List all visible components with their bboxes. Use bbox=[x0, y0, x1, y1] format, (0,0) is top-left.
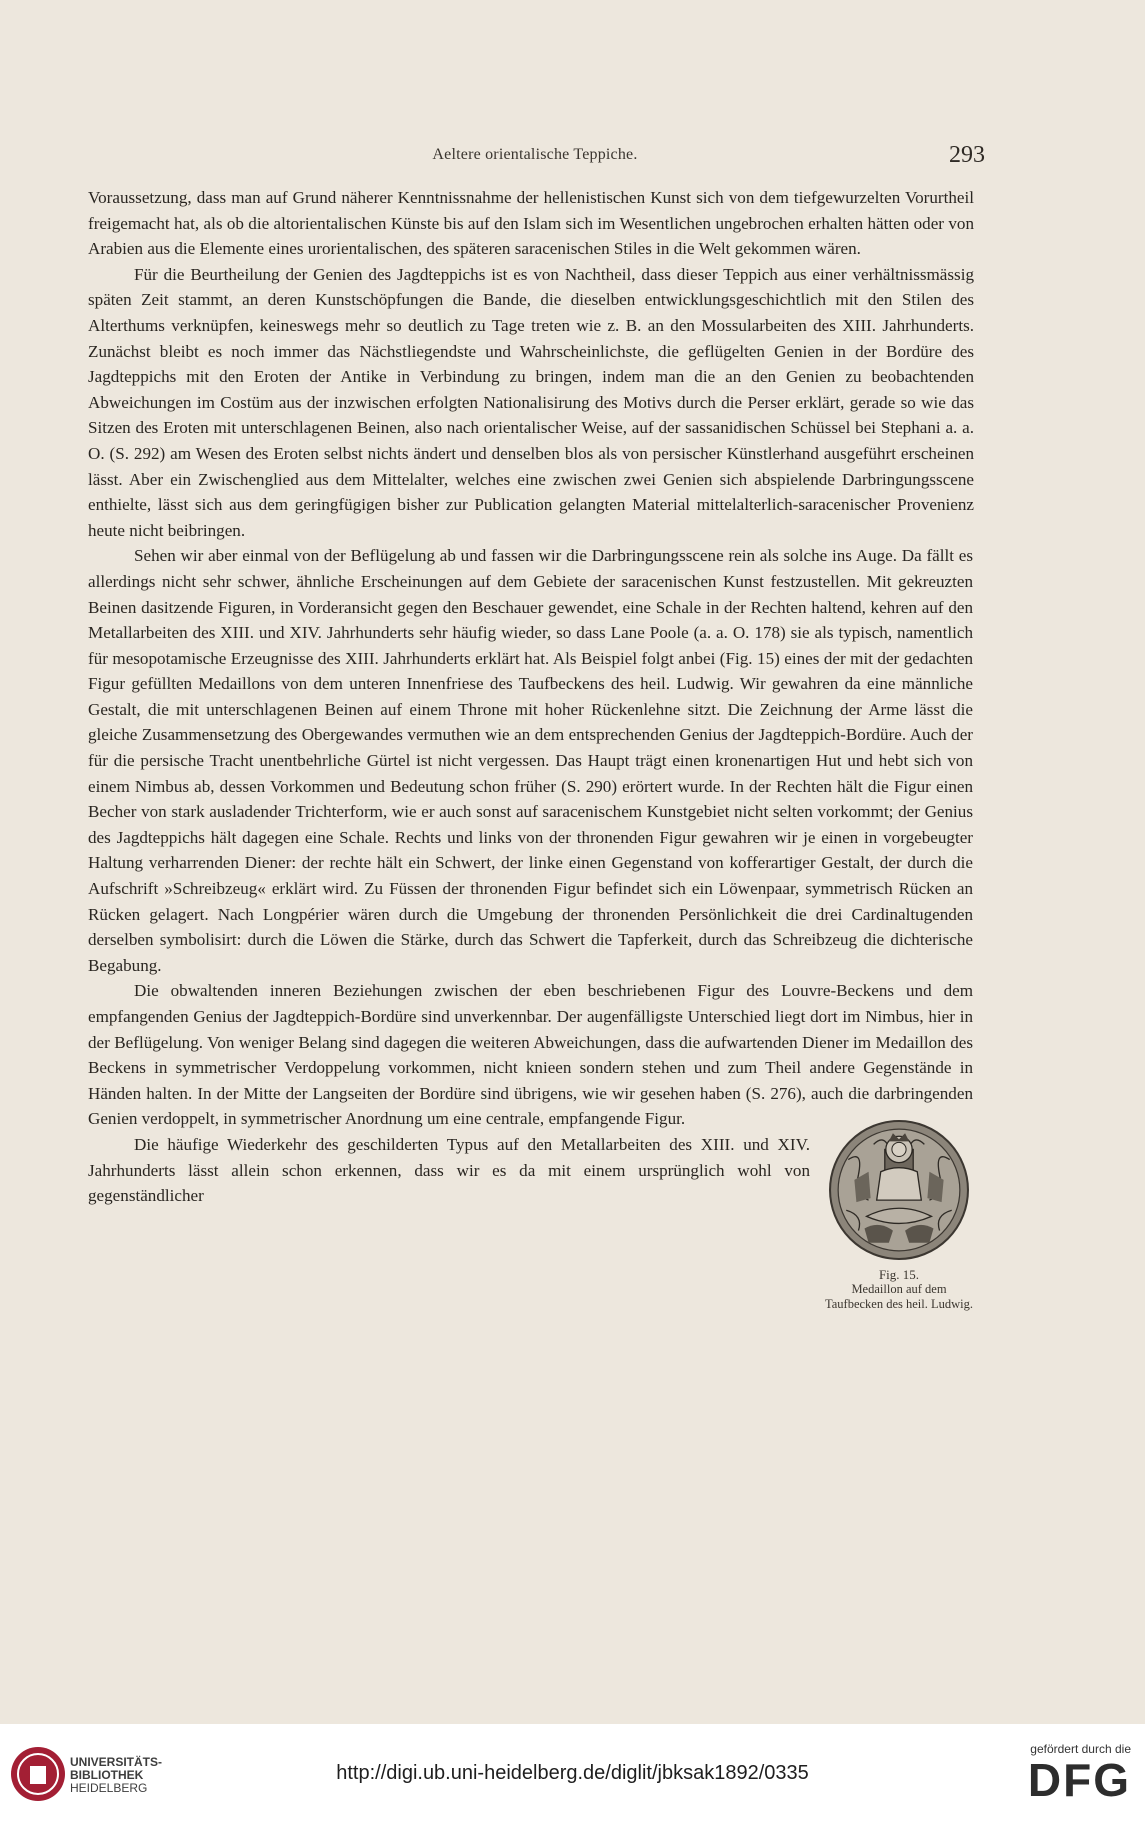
body-text bbox=[88, 185, 974, 1388]
page-number: 293 bbox=[949, 142, 985, 168]
dfg-logo: DFG bbox=[1027, 1754, 1131, 1806]
library-line-2: BIBLIOTHEK bbox=[70, 1768, 144, 1782]
paragraph-5: Die häufige Wiederkehr des geschilderten Typus auf den Metallarbeiten des XIII. und XIV. Jahrhunderts lässt allein schon erkennen, dass wir es da mit einem ursprünglich wohl von gegenständlicher bbox=[88, 1134, 810, 1206]
funding-note: gefördert durch die bbox=[1030, 1742, 1131, 1756]
digitization-footer bbox=[0, 1724, 1145, 1821]
figure-15 bbox=[824, 1113, 974, 1388]
figure-caption-text: Medaillon auf dem Taufbecken des heil. Ludwig. bbox=[824, 1282, 974, 1312]
running-title: Aeltere orientalische Teppiche. bbox=[432, 146, 638, 163]
funding-badge bbox=[1028, 1742, 1131, 1804]
running-head bbox=[85, 142, 985, 176]
paragraph-1: Voraussetzung, dass man auf Grund näherer Kenntnissnahme der hellenistischen Kunst sich von dem tiefgewurzelten Vorurtheil freigemacht hat, als ob die altorientalischen Künste bis auf den Islam sich im Wesentlichen ungebrochen erhalten hätten oder von Arabien aus die Elemente eines urorientalischen, des späteren saracenischen Stiles in die Welt gekommen wären. bbox=[88, 188, 974, 259]
library-line-3: HEIDELBERG bbox=[70, 1781, 148, 1795]
library-line-1: UNIVERSITÄTS- bbox=[70, 1755, 163, 1769]
paragraph-2: Für die Beurtheilung der Genien des Jagdteppichs ist es von Nachtheil, dass dieser Teppich aus einer verhältnissmässig späten Zeit stammt, an deren Kunstschöpfungen die Bande, die dieselben entwicklungsgeschichtlich mit den Stilen des Alterthums verknüpfen, keineswegs mehr so deutlich zu Tage treten wie z. B. an den Mossularbeiten des XIII. Jahrhunderts. Zunächst bleibt es noch immer das Nächstliegendste und Wahrscheinlichste, die geflügelten Genien in der Bordüre des Jagdteppichs mit den Eroten der Antike in Verbindung zu bringen, indem man die an den Genien zu beobachtenden Abweichungen im Costüm aus der inzwischen erfolgten Nationalisirung des Motivs durch die Perser erklärt, gerade so wie das Sitzen des Eroten mit unterschlagenen Beinen, also nach orientalischer Weise, auf der sassanidischen Schüssel bei Stephani a. a. O. (S. 292) am Wesen des Eroten selbst nichts ändert und denselben blos als von persischer Künstlerhand ausgeführt erscheinen lässt. Aber ein Zwischenglied aus dem Mittelalter, welches eine zwischen zwei Genien sich abspielende Darbringungsscene enthielte, lässt sich aus dem geringfügigen bisher zur Publication gelangten Material mittelalterlich-saracenischer Provenienz heute nicht beibringen. bbox=[88, 264, 974, 540]
paragraph-3: Sehen wir aber einmal von der Beflügelung ab und fassen wir die Darbringungsscene rein als solche ins Auge. Da fällt es allerdings nicht sehr schwer, ähnliche Erscheinungen auf dem Gebiete der saracenischen Kunst festzustellen. Mit gekreuzten Beinen dasitzende Figuren, in Vorderansicht gegen den Beschauer gewendet, eine Schale in der Rechten haltend, kehren auf den Metallarbeiten des XIII. und XIV. Jahrhunderts sehr häufig wieder, so dass Lane Poole (a. a. O. 178) sie als typisch, namentlich für mesopotamische Erzeugnisse des XIII. Jahrhunderts erklärt hat. Als Beispiel folgt anbei (Fig. 15) eines der mit der gedachten Figur gefüllten Medaillons von dem unteren Innenfriese des Taufbeckens des heil. Ludwig. Wir gewahren da eine männliche Gestalt, die mit unterschlagenen Beinen auf einem Throne mit hoher Rückenlehne sitzt. Die Zeichnung der Arme lässt die gleiche Zusammensetzung des Obergewandes vermuthen wie an dem entsprechenden Genius der Jagdteppich-Bordüre. Auch der für die persische Tracht unentbehrliche Gürtel ist nicht vergessen. Das Haupt trägt einen kronenartigen Hut und hebt sich von einem Nimbus ab, dessen Vorkommen und Bedeutung schon früher (S. 290) erörtert wurde. In der Rechten hält die Figur einen Becher von stark ausladender Trichterform, wie er auch sonst auf saracenischem Kunstgebiet nicht selten vorkommt; der Genius des Jagdteppichs hält dagegen eine Schale. Rechts und links von der thronenden Figur gewahren wir je einen in vorgebeugter Haltung verharrenden Diener: der rechte hält ein Schwert, der linke einen Gegenstand von kofferartiger Gestalt, der durch die Aufschrift »Schreibzeug« erklärt wird. Zu Füssen der thronenden Figur befindet sich ein Löwenpaar, symmetrisch Rücken an Rücken gelagert. Nach Longpérier wären durch die Umgebung der thronenden Persönlichkeit die drei Cardinaltugenden derselben symbolisirt: durch die Löwen die Stärke, durch das Schwert die Tapferkeit, durch das Schreibzeug die dichterische Begabung. bbox=[88, 546, 973, 975]
permalink-url[interactable]: http://digi.ub.uni-heidelberg.de/diglit/jbksak1892/0335 bbox=[336, 1762, 809, 1784]
figure-label: Fig. 15. bbox=[878, 1267, 920, 1283]
figure-spacer bbox=[973, 543, 974, 1113]
medallion-illustration bbox=[828, 1119, 970, 1261]
paragraph-4: Die obwaltenden inneren Beziehungen zwischen der eben beschriebenen Figur des Louvre-Beckens und dem empfangenden Genius der Jagdteppich-Bordüre sind unverkennbar. Der augenfälligste Unterschied liegt dort im Nimbus, hier in der Beflügelung. Von weniger Belang sind dagegen die weiteren Abweichungen, dass die aufwartenden Diener im Medaillon des Beckens in symmetrischer Verdoppelung vorkommen, nicht knieen sondern stehen und zum Theil andere Gegenstände in Händen halten. In der Mitte der Langseiten der Bordüre sind übrigens, wie wir gesehen haben (S. 276), auch die darbringenden Genien verdoppelt, in symmetrischer Anordnung um eine centrale, empfangende Figur. bbox=[88, 981, 973, 1129]
figure-caption bbox=[824, 1267, 974, 1312]
